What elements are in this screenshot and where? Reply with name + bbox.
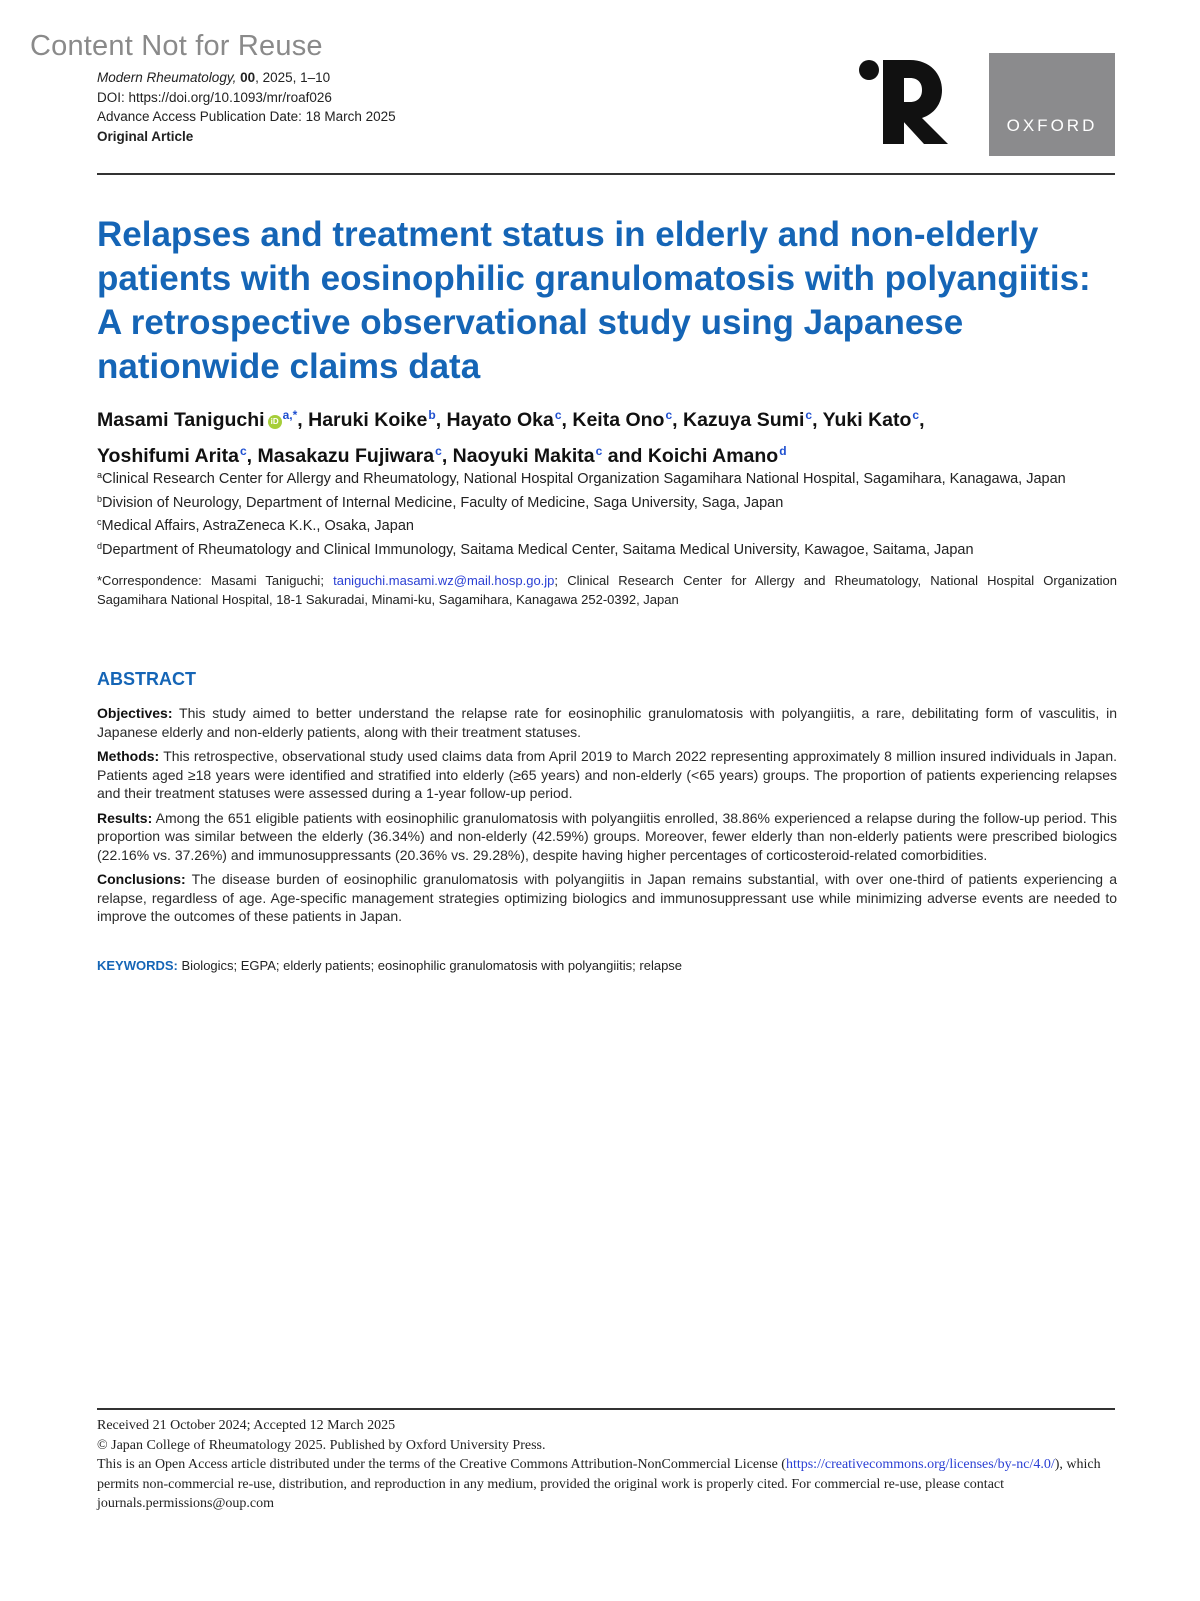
journal-doi[interactable]: DOI: https://doi.org/10.1093/mr/roaf026 [97, 89, 332, 105]
author-name: Koichi Amano [647, 445, 779, 467]
author-affiliation-mark[interactable]: c [435, 444, 442, 458]
affiliation-item: $^b$Division of Neurology, Department of Internal Medicine, Faculty of Medicine, Saga University, Saga, Japan [97, 493, 784, 511]
watermark: Content Not for Reuse [30, 30, 323, 62]
author-name: Naoyuki Makita [452, 445, 595, 467]
author-affiliation-mark[interactable]: c [805, 408, 813, 422]
copyright-notice: © Japan College of Rheumatology 2025. Published by Oxford University Press. [97, 1437, 546, 1453]
author-name: Kazuya Sumi [683, 409, 805, 431]
journal-citation [97, 68, 396, 88]
modern-rheumatology-logo-icon [858, 56, 954, 148]
affiliation-item: $^c$Medical Affairs, AstraZeneca K.K., Osaka, Japan [97, 517, 414, 534]
author-affiliation-mark[interactable]: d [779, 444, 787, 458]
footer-divider [97, 1408, 1115, 1410]
header-divider [97, 173, 1115, 175]
oxford-logo: OXFORD [989, 53, 1115, 156]
author-name: Masami Taniguchi [97, 409, 265, 431]
license-notice: This is an Open Access article distributed under the terms of the Creative Commons Attribution-NonCommercial License (https://creativecommons.org/licenses/by-nc/4.0/), which permits non-commercial re-use, distribution, and reproduction in any medium, provided the original work is properly cited. For commercial re-use, please contact journals.permissions@oup.com [97, 1457, 1101, 1511]
author-affiliation-mark[interactable]: b [428, 408, 436, 422]
affiliations [97, 466, 1117, 560]
author-name: Yoshifumi Arita [97, 445, 239, 467]
author-affiliation-mark[interactable]: c [595, 444, 603, 458]
journal-name: Modern Rheumatology, [97, 70, 237, 85]
correspondence: *Correspondence: Masami Taniguchi; taniguchi.masami.wz@mail.hosp.go.jp; Clinical Research Center for Allergy and Rheumatology, National Hospital Organization Sagamihara National Hospital, 18-1 Sakuradai, Minami-ku, Sagamihara, Kanagawa 252-0392, Japan [97, 573, 1117, 607]
affiliation-item: $^d$Department of Rheumatology and Clinical Immunology, Saitama Medical Center, Saitama Medical University, Kawagoe, Saitama, Japan [97, 540, 974, 558]
author-affiliation-mark[interactable]: c [912, 408, 920, 422]
keywords [97, 957, 1117, 975]
author-name: Masakazu Fujiwara [257, 445, 435, 467]
received-accepted-dates: Received 21 October 2024; Accepted 12 March 2025 [97, 1418, 396, 1433]
affiliation-item: $^a$Clinical Research Center for Allergy and Rheumatology, National Hospital Organization Sagamihara National Hospital, Sagamihara, Kanagawa, Japan [97, 470, 1066, 487]
abstract-conclusions: Conclusions: The disease burden of eosinophilic granulomatosis with polyangiitis in Japan remains substantial, with over one-third of patients experiencing a relapse, regardless of age. Age-specific management strategies optimizing biologics and immunosuppressant use while minimizing adverse events are needed to improve the outcomes of these patients in Japan. [97, 871, 1118, 924]
author-affiliation-mark[interactable]: a,* [282, 408, 298, 422]
abstract-methods: Methods: This retrospective, observational study used claims data from April 2019 to March 2022 representing approximately 8 million insured individuals in Japan. Patients aged ≥18 years were identified and stratified into elderly (≥65 years) and non-elderly (<65 years) groups. The proportion of patients experiencing relapses and their treatment statuses were assessed during a 1-year follow-up period. [97, 748, 1118, 801]
correspondence-email-link[interactable]: taniguchi.masami.wz@mail.hosp.go.jp [333, 573, 555, 588]
journal-volume: 00 [240, 70, 256, 85]
author-name: Hayato Oka [446, 409, 554, 431]
article-title: Relapses and treatment status in elderly and non-elderly patients with eosinophilic granulomatosis with polyangiitis: A retrospective observational study using Japanese nationwide claims data [97, 215, 1091, 386]
license-link[interactable]: https://creativecommons.org/licenses/by-nc/4.0/ [785, 1457, 1055, 1472]
article-type: Original Article [97, 128, 194, 144]
author-name: Yuki Kato [822, 409, 912, 431]
author-list: Masami Taniguchi iD $^{a,*}$, Haruki Koike$^b$, Hayato Oka$^c$, Keita Ono$^c$, Kazuya Sumi$^c$, Yuki Kato$^c$, Yoshifumi Arita$^c$, Masakazu Fujiwara$^c$, Naoyuki Makita$^c$ and Koichi Amano$^d$ [97, 408, 925, 467]
author-affiliation-mark[interactable]: c [239, 444, 247, 458]
keywords-label: KEYWORDS: [97, 958, 178, 973]
author-affiliation-mark[interactable]: c [665, 408, 673, 422]
abstract-body [97, 704, 1117, 932]
abstract-results: Results: Among the 651 eligible patients with eosinophilic granulomatosis with polyangiitis enrolled, 38.86% experienced a relapse during the follow-up period. This proportion was similar between the elderly (36.34%) and non-elderly (42.59%) groups. Moreover, fewer elderly than non-elderly patients were prescribed biologics (22.16% vs. 37.26%) and immunosuppressants (20.36% vs. 29.28%), despite having higher percentages of corticosteroid-related comorbidities. [97, 809, 1117, 863]
footer-notes [97, 1416, 1117, 1514]
advance-access-date: Advance Access Publication Date: 18 March 2025 [97, 109, 396, 124]
author-name: Haruki Koike [308, 409, 428, 431]
keywords-text: Biologics; EGPA; elderly patients; eosinophilic granulomatosis with polyangiitis; relapse [181, 958, 683, 973]
abstract-heading: ABSTRACT [97, 669, 196, 689]
abstract-objectives: Objectives: This study aimed to better understand the relapse rate for eosinophilic granulomatosis with polyangiitis, a rare, debilitating form of vasculitis, in Japanese elderly and non-elderly patients, along with their treatment statuses. [97, 705, 1117, 740]
author-affiliation-mark[interactable]: c [554, 408, 562, 422]
author-name: Keita Ono [572, 409, 665, 431]
journal-year-pages: , 2025, 1–10 [255, 70, 331, 85]
orcid-icon[interactable]: iD [268, 415, 282, 429]
journal-meta [97, 68, 396, 146]
